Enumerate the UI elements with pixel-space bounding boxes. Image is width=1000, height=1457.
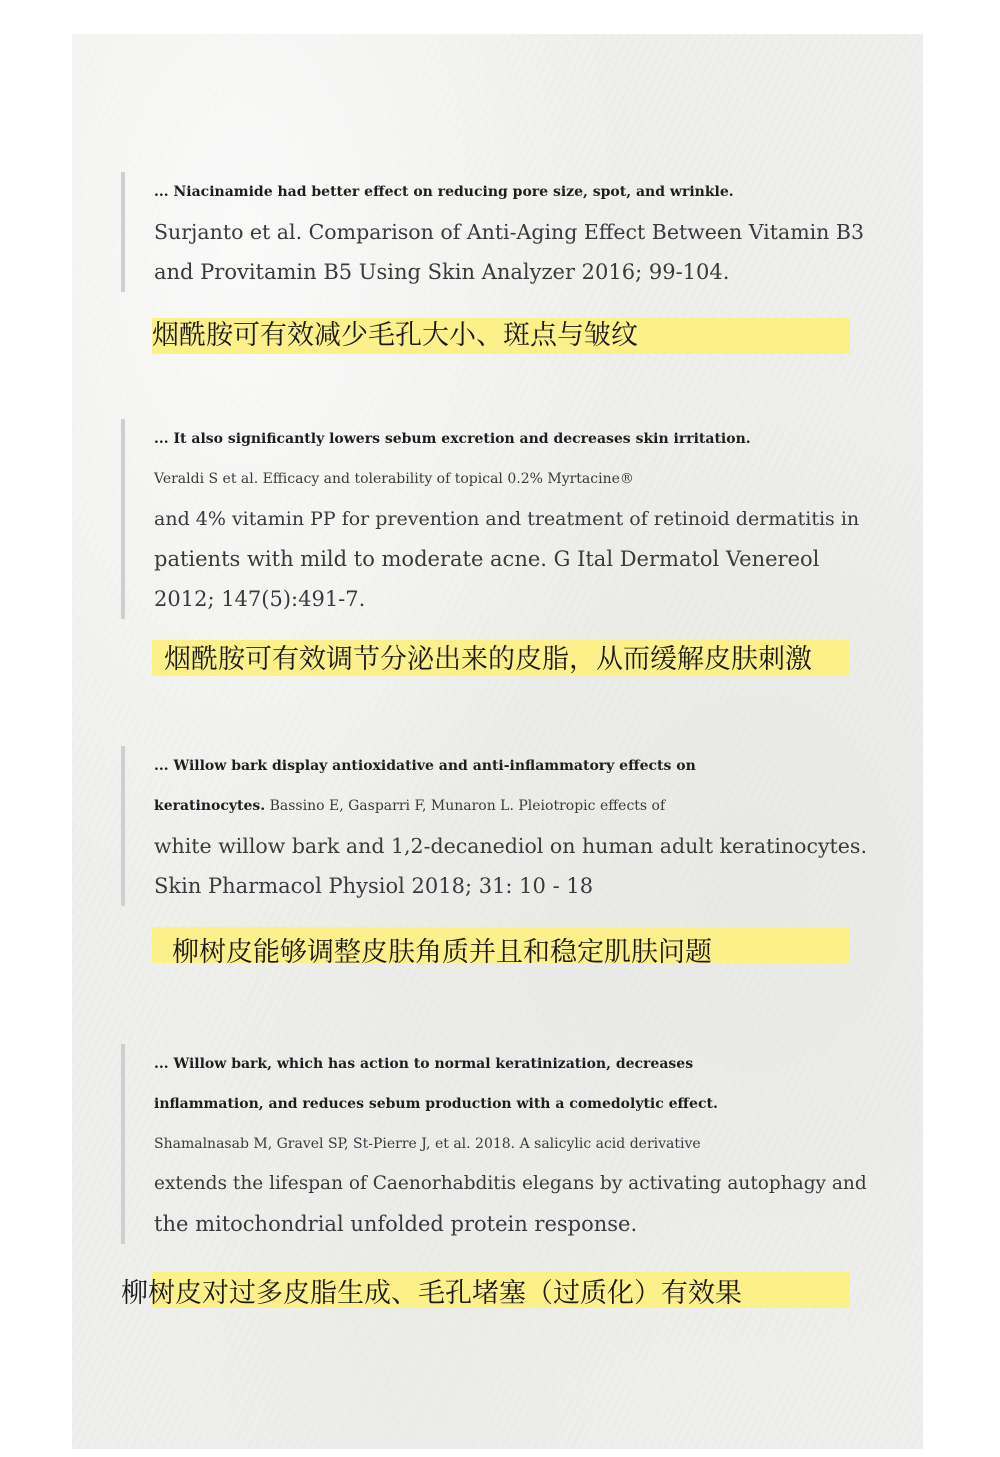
citation-line: and Provitamin B5 Using Skin Analyzer 2016; 99-104. [154,260,730,284]
citation-line: Surjanto et al. Comparison of Anti-Aging Effect Between Vitamin B3 [154,220,865,244]
citation-line: extends the lifespan of Caenorhabditis elegans by activating autophagy and [154,1173,867,1194]
citation-line: ... Niacinamide had better effect on reducing pore size, spot, and wrinkle. [154,184,734,200]
summary-text-4: 柳树皮对过多皮脂生成、毛孔堵塞（过质化）有效果 [121,1278,742,1309]
citation-line: ... Willow bark display antioxidative and anti-inflammatory effects on [154,758,696,774]
citation-line: white willow bark and 1,2-decanediol on human adult keratinocytes. [154,834,867,858]
citation-line: Veraldi S et al. Efficacy and tolerability of topical 0.2% Myrtacine® [154,471,634,487]
citation-line: and 4% vitamin PP for prevention and treatment of retinoid dermatitis in [154,508,860,530]
summary-text-2: 烟酰胺可有效调节分泌出来的皮脂，从而缓解皮肤刺激 [164,644,812,675]
summary-text-1: 烟酰胺可有效减少毛孔大小、斑点与皱纹 [152,320,638,351]
citation-line: keratinocytes. Bassino E, Gasparri F, Munaron L. Pleiotropic effects of [154,798,666,814]
citation-line: ... It also significantly lowers sebum excretion and decreases skin irritation. [154,431,751,447]
citation-block-4 [121,1044,867,1244]
citation-block-1 [121,172,864,292]
summary-text-3: 柳树皮能够调整皮肤角质并且和稳定肌肤问题 [172,937,712,968]
citation-block-3 [121,746,867,906]
citation-line: inflammation, and reduces sebum production with a comedolytic effect. [154,1096,718,1112]
citation-line: Skin Pharmacol Physiol 2018; 31: 10 - 18 [154,874,594,898]
citation-line: Shamalnasab M, Gravel SP, St-Pierre J, et al. 2018. A salicylic acid derivative [154,1136,701,1152]
citation-line: the mitochondrial unfolded protein response. [154,1212,638,1236]
citation-line: patients with mild to moderate acne. G Ital Dermatol Venereol [154,547,820,571]
citation-line: 2012; 147(5):491-7. [154,587,366,611]
citation-line: ... Willow bark, which has action to normal keratinization, decreases [154,1056,694,1072]
citation-block-2 [121,419,859,619]
